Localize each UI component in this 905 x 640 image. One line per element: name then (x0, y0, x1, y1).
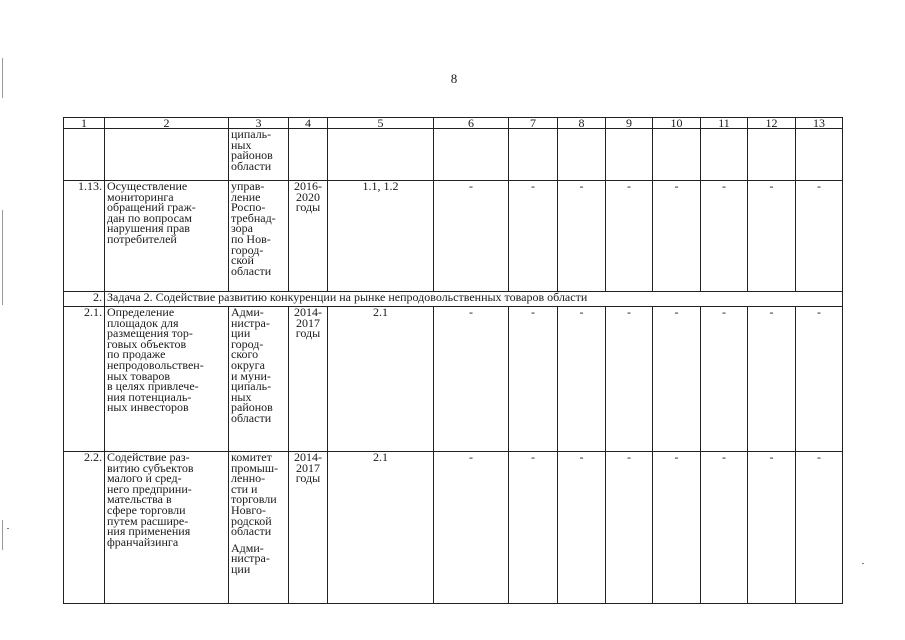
page-number: 8 (450, 71, 458, 86)
period-cell: 2014- 2017 годы (289, 452, 328, 604)
scan-edge-mark (2, 58, 3, 98)
event-cell: Определение площадок для размещения тор- говых объектов по продаже непродовольствен- ных товаров в целях привлече- ния потенциаль- ных инвесторов (105, 307, 229, 452)
value-cell: - (748, 307, 796, 452)
value-cell: - (796, 452, 843, 604)
value-cell: - (606, 307, 653, 452)
indicators-cell (328, 129, 434, 181)
value-cell (434, 129, 509, 181)
period-cell: 2016- 2020 годы (289, 181, 328, 292)
scan-edge-mark (2, 210, 3, 305)
value-cell: - (434, 181, 509, 292)
value-cell: - (653, 452, 701, 604)
item-number: 2.1. (64, 307, 105, 452)
column-header: 2 (105, 118, 229, 129)
scan-speck (862, 563, 864, 564)
table-row (64, 181, 843, 292)
task-row (64, 292, 843, 307)
value-cell: - (796, 181, 843, 292)
column-header: 12 (748, 118, 796, 129)
task-number: 2. (64, 292, 105, 307)
executor-secondary: Адми- нистра- ции (231, 540, 270, 576)
table-row (64, 129, 843, 181)
value-cell: - (434, 307, 509, 452)
value-cell: - (606, 181, 653, 292)
item-number (64, 129, 105, 181)
column-header: 13 (796, 118, 843, 129)
value-cell: - (434, 452, 509, 604)
value-cell: - (606, 452, 653, 604)
value-cell (653, 129, 701, 181)
column-header: 5 (328, 118, 434, 129)
value-cell: - (796, 307, 843, 452)
period-cell: 2014- 2017 годы (289, 307, 328, 452)
value-cell: - (653, 307, 701, 452)
event-cell: Осуществление мониторинга обращений граж- дан по вопросам нарушения прав потребителей (105, 181, 229, 292)
event-cell (105, 129, 229, 181)
value-cell: - (509, 307, 558, 452)
scan-speck (7, 528, 9, 529)
column-header: 4 (289, 118, 328, 129)
value-cell: - (701, 452, 748, 604)
column-header: 6 (434, 118, 509, 129)
task-title: Задача 2. Содействие развитию конкуренции на рынке непродовольственных товаров области (105, 292, 843, 307)
item-number: 2.2. (64, 452, 105, 604)
period-cell (289, 129, 328, 181)
value-cell: - (748, 452, 796, 604)
value-cell (796, 129, 843, 181)
value-cell (606, 129, 653, 181)
executor-cell: управ- ление Роспо- требнад- зора по Нов- город- ской области (229, 181, 289, 292)
table-row (64, 307, 843, 452)
executor-cell: ципаль- ных районов области (229, 129, 289, 181)
column-header: 11 (701, 118, 748, 129)
event-cell: Содействие раз- витию субъектов малого и сред- него предприни- мательства в сфере торговли путем расшире- ния применения франчайзинга (105, 452, 229, 604)
scan-edge-mark (2, 520, 3, 550)
executor-cell (229, 452, 289, 604)
value-cell: - (558, 307, 606, 452)
value-cell: - (558, 181, 606, 292)
item-number: 1.13. (64, 181, 105, 292)
value-cell (558, 129, 606, 181)
table-row (64, 452, 843, 604)
value-cell: - (558, 452, 606, 604)
column-number-row (64, 118, 843, 129)
value-cell (748, 129, 796, 181)
value-cell: - (748, 181, 796, 292)
value-cell (701, 129, 748, 181)
column-header: 3 (229, 118, 289, 129)
value-cell: - (509, 181, 558, 292)
value-cell: - (509, 452, 558, 604)
executor-primary: комитет промыш- ленно- сти и торговли Новго- родской области (231, 451, 279, 539)
column-header: 1 (64, 118, 105, 129)
indicators-cell: 2.1 (328, 307, 434, 452)
column-header: 7 (509, 118, 558, 129)
indicators-cell: 1.1, 1.2 (328, 181, 434, 292)
value-cell: - (701, 181, 748, 292)
value-cell: - (653, 181, 701, 292)
column-header: 9 (606, 118, 653, 129)
value-cell: - (701, 307, 748, 452)
executor-cell: Адми- нистра- ции город- ского округа и муни- ципаль- ных районов области (229, 307, 289, 452)
value-cell (509, 129, 558, 181)
column-header: 8 (558, 118, 606, 129)
measures-table (63, 117, 843, 604)
column-header: 10 (653, 118, 701, 129)
indicators-cell: 2.1 (328, 452, 434, 604)
